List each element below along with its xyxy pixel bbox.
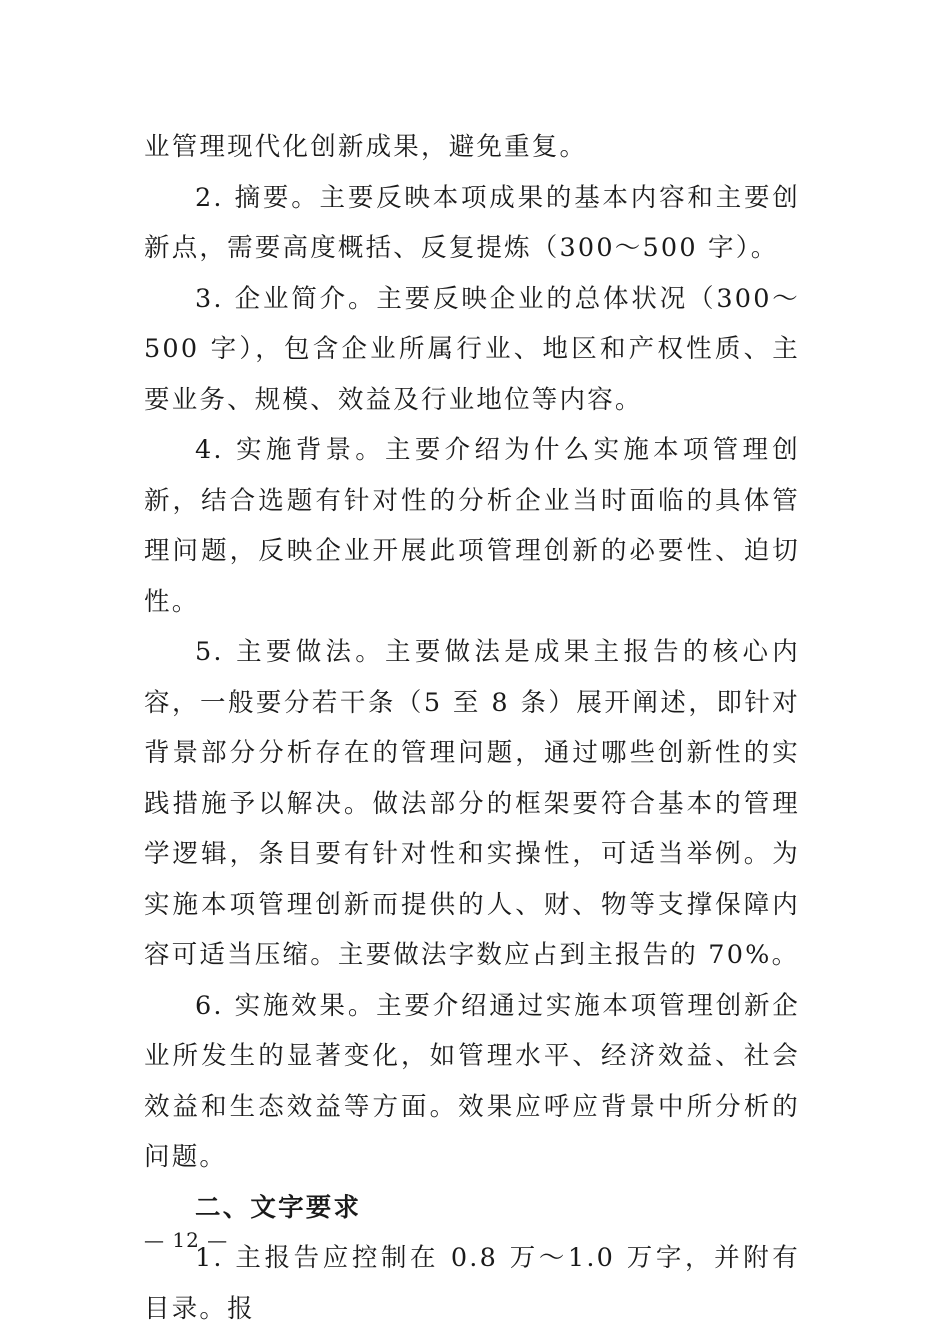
paragraph-background: 4. 实施背景。主要介绍为什么实施本项管理创新，结合选题有针对性的分析企业当时面临的具体管理问题，反映企业开展此项管理创新的必要性、迫切性。	[144, 435, 800, 617]
paragraph-effects: 6. 实施效果。主要介绍通过实施本项管理创新企业所发生的显著变化，如管理水平、经济效益、社会效益和生态效益等方面。效果应呼应背景中所分析的问题。	[144, 990, 800, 1172]
document-body	[144, 122, 800, 1334]
paragraph-abstract: 2. 摘要。主要反映本项成果的基本内容和主要创新点，需要高度概括、反复提炼（300～500 字）。	[144, 182, 800, 263]
paragraph-company-profile: 3. 企业简介。主要反映企业的总体状况（300～500 字），包含企业所属行业、地区和产权性质、主要业务、规模、效益及行业地位等内容。	[144, 283, 800, 415]
page-number: — 12 —	[144, 1228, 229, 1252]
section-heading: 二、文字要求	[195, 1192, 362, 1223]
paragraph-continuation: 业管理现代化创新成果，避免重复。	[144, 132, 588, 162]
paragraph-report-length: 1. 主报告应控制在 0.8 万～1.0 万字，并附有目录。报	[144, 1243, 800, 1324]
paragraph-main-practices: 5. 主要做法。主要做法是成果主报告的核心内容，一般要分若干条（5 至 8 条）展开阐述，即针对背景部分分析存在的管理问题，通过哪些创新性的实践措施予以解决。做法部分的框架要符合基本的管理学逻辑，条目要有针对性和实操性，可适当举例。为实施本项管理创新而提供的人、财、物等支撑保障内容可适当压缩。主要做法字数应占到主报告的 70%。	[144, 637, 800, 970]
